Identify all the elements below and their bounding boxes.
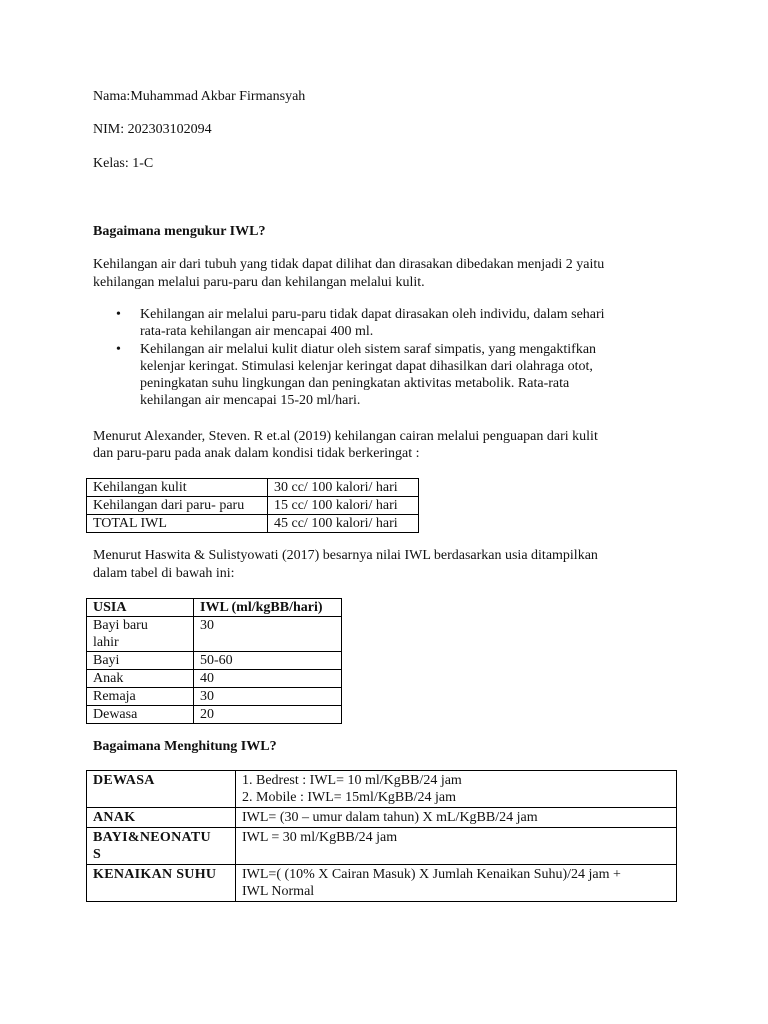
column-header: USIA <box>87 599 194 617</box>
iwl-calculation-table <box>86 770 677 902</box>
formula-line: 1. Bedrest : IWL= 10 ml/KgBB/24 jam <box>242 773 462 788</box>
heading-measure-iwl: Bagaimana mengukur IWL? <box>93 224 266 239</box>
formula-line: IWL = 30 ml/KgBB/24 jam <box>242 830 398 845</box>
table-cell <box>236 828 677 865</box>
student-nim: NIM: 202303102094 <box>93 122 212 137</box>
table-cell: Kehilangan kulit <box>87 479 268 497</box>
bullet-line: Kehilangan air melalui kulit diatur oleh sistem saraf simpatis, yang mengaktifkan <box>140 342 597 357</box>
column-header: IWL (ml/kgBB/hari) <box>194 599 342 617</box>
table-cell: 30 <box>194 688 342 706</box>
alexander-line-2: dan paru-paru pada anak dalam kondisi tidak berkeringat : <box>93 446 420 461</box>
table-row <box>87 670 342 688</box>
table-cell <box>236 865 677 902</box>
table-row <box>87 828 677 865</box>
table-cell: Bayi <box>87 652 194 670</box>
table-cell: 50-60 <box>194 652 342 670</box>
table-row <box>87 479 419 497</box>
formula-line: IWL Normal <box>242 884 315 899</box>
table-cell-label: DEWASA <box>87 771 236 808</box>
student-name: Nama:Muhammad Akbar Firmansyah <box>93 89 306 104</box>
haswita-line-1: Menurut Haswita & Sulistyowati (2017) besarnya nilai IWL berdasarkan usia ditampilkan <box>93 548 598 563</box>
table-cell: Remaja <box>87 688 194 706</box>
formula-line: IWL= (30 – umur dalam tahun) X mL/KgBB/24 jam <box>242 810 538 825</box>
haswita-line-2: dalam tabel di bawah ini: <box>93 566 235 581</box>
table-row <box>87 771 677 808</box>
table-cell <box>236 771 677 808</box>
formula-line: IWL=( (10% X Cairan Masuk) X Jumlah Kenaikan Suhu)/24 jam + <box>242 867 621 882</box>
table-cell: Dewasa <box>87 706 194 724</box>
table-row <box>87 617 342 652</box>
table-cell: 30 <box>194 617 342 652</box>
table-cell: 40 <box>194 670 342 688</box>
bullet-dot-icon: • <box>116 307 121 322</box>
table-row <box>87 688 342 706</box>
bullet-dot-icon: • <box>116 342 121 357</box>
table-cell: 30 cc/ 100 kalori/ hari <box>268 479 419 497</box>
bullet-line: Kehilangan air melalui paru-paru tidak dapat dirasakan oleh individu, dalam sehari <box>140 307 605 322</box>
table-cell: 45 cc/ 100 kalori/ hari <box>268 515 419 533</box>
table-cell: 15 cc/ 100 kalori/ hari <box>268 497 419 515</box>
table-cell-label: ANAK <box>87 808 236 828</box>
table-header-row <box>87 599 342 617</box>
table-row <box>87 865 677 902</box>
table-cell-label: BAYI&NEONATU S <box>87 828 236 865</box>
student-class: Kelas: 1-C <box>93 156 154 171</box>
iwl-by-age-table <box>86 598 342 724</box>
table-row <box>87 808 677 828</box>
table-cell: 20 <box>194 706 342 724</box>
table-cell: TOTAL IWL <box>87 515 268 533</box>
bullet-line: rata-rata kehilangan air mencapai 400 ml. <box>140 324 374 339</box>
table-cell: Kehilangan dari paru- paru <box>87 497 268 515</box>
water-loss-table <box>86 478 419 533</box>
bullet-list <box>93 306 673 410</box>
alexander-line-1: Menurut Alexander, Steven. R et.al (2019) kehilangan cairan melalui penguapan dari kulit <box>93 429 598 444</box>
bullet-line: peningkatan suhu lingkungan dan peningkatan aktivitas metabolik. Rata-rata <box>140 376 570 391</box>
bullet-line: kehilangan air mencapai 15-20 ml/hari. <box>140 393 361 408</box>
table-row <box>87 497 419 515</box>
table-cell: Anak <box>87 670 194 688</box>
table-row <box>87 515 419 533</box>
intro-line-1: Kehilangan air dari tubuh yang tidak dapat dilihat dan dirasakan dibedakan menjadi 2 yaitu <box>93 257 605 272</box>
table-cell: Bayi baru lahir <box>87 617 194 652</box>
table-row <box>87 652 342 670</box>
bullet-item <box>93 341 673 409</box>
bullet-item <box>93 306 673 340</box>
heading-calculate-iwl: Bagaimana Menghitung IWL? <box>93 739 277 754</box>
formula-line: 2. Mobile : IWL= 15ml/KgBB/24 jam <box>242 790 456 805</box>
table-cell-label: KENAIKAN SUHU <box>87 865 236 902</box>
intro-line-2: kehilangan melalui paru-paru dan kehilangan melalui kulit. <box>93 275 425 290</box>
table-cell <box>236 808 677 828</box>
bullet-line: kelenjar keringat. Stimulasi kelenjar keringat dapat dihasilkan dari olahraga otot, <box>140 359 593 374</box>
table-row <box>87 706 342 724</box>
